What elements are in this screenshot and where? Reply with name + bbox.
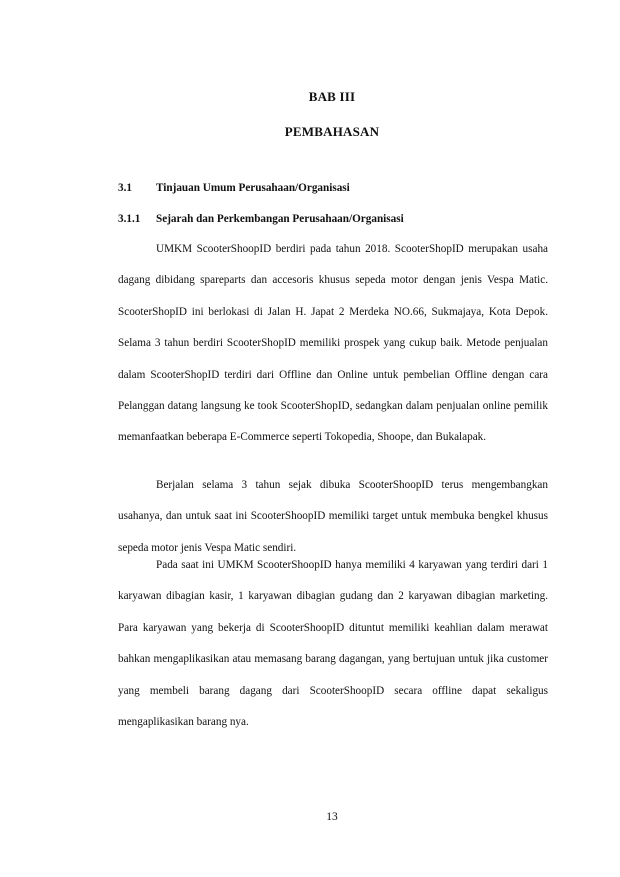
paragraph-employees: Pada saat ini UMKM ScooterShoopID hanya memiliki 4 karyawan yang terdiri dari 1 karyawan dibagian kasir, 1 karyawan dibagian gudang dan 2 karyawan dibagian marketing. Para karyawan yang bekerja di ScooterShoopID dituntut memiliki keahlian dalam merawat bahkan mengaplikasikan atau memasang barang dagangan, yang bertujuan untuk jika customer yang membeli barang dagang dari ScooterShoopID secara offline dapat sekaligus mengaplikasikan barang nya. — [118, 559, 548, 729]
paragraph-development: Berjalan selama 3 tahun sejak dibuka ScooterShoopID terus mengembangkan usahanya, dan untuk saat ini ScooterShoopID memiliki target untuk membuka bengkel khusus sepeda motor jenis Vespa Matic sendiri. — [118, 479, 548, 554]
page-number: 13 — [326, 811, 338, 823]
section-title: Tinjauan Umum Perusahaan/Organisasi — [156, 182, 350, 194]
paragraph-history: UMKM ScooterShoopID berdiri pada tahun 2018. ScooterShopID merupakan usaha dagang dibidang spareparts dan accesoris khusus sepeda motor dengan jenis Vespa Matic. ScooterShopID ini berlokasi di Jalan H. Japat 2 Merdeka NO.66, Sukmajaya, Kota Depok. Selama 3 tahun berdiri ScooterShopID memiliki prospek yang cukup baik. Metode penjualan dalam ScooterShopID terdiri dari Offline dan Online untuk pembelian Offline dengan cara Pelanggan datang langsung ke took ScooterShopID, sedangkan dalam penjualan online pemilik memanfaatkan beberapa E-Commerce seperti Tokopedia, Shoope, dan Bukalapak. — [118, 243, 548, 444]
chapter-number: BAB III — [308, 89, 356, 104]
section-title: Sejarah dan Perkembangan Perusahaan/Organisasi — [156, 213, 404, 225]
section-heading-3-1-1 — [118, 213, 404, 225]
section-number: 3.1 — [118, 182, 132, 194]
section-number: 3.1.1 — [118, 213, 141, 225]
section-heading-3-1 — [118, 182, 350, 194]
chapter-title: PEMBAHASAN — [284, 124, 380, 139]
